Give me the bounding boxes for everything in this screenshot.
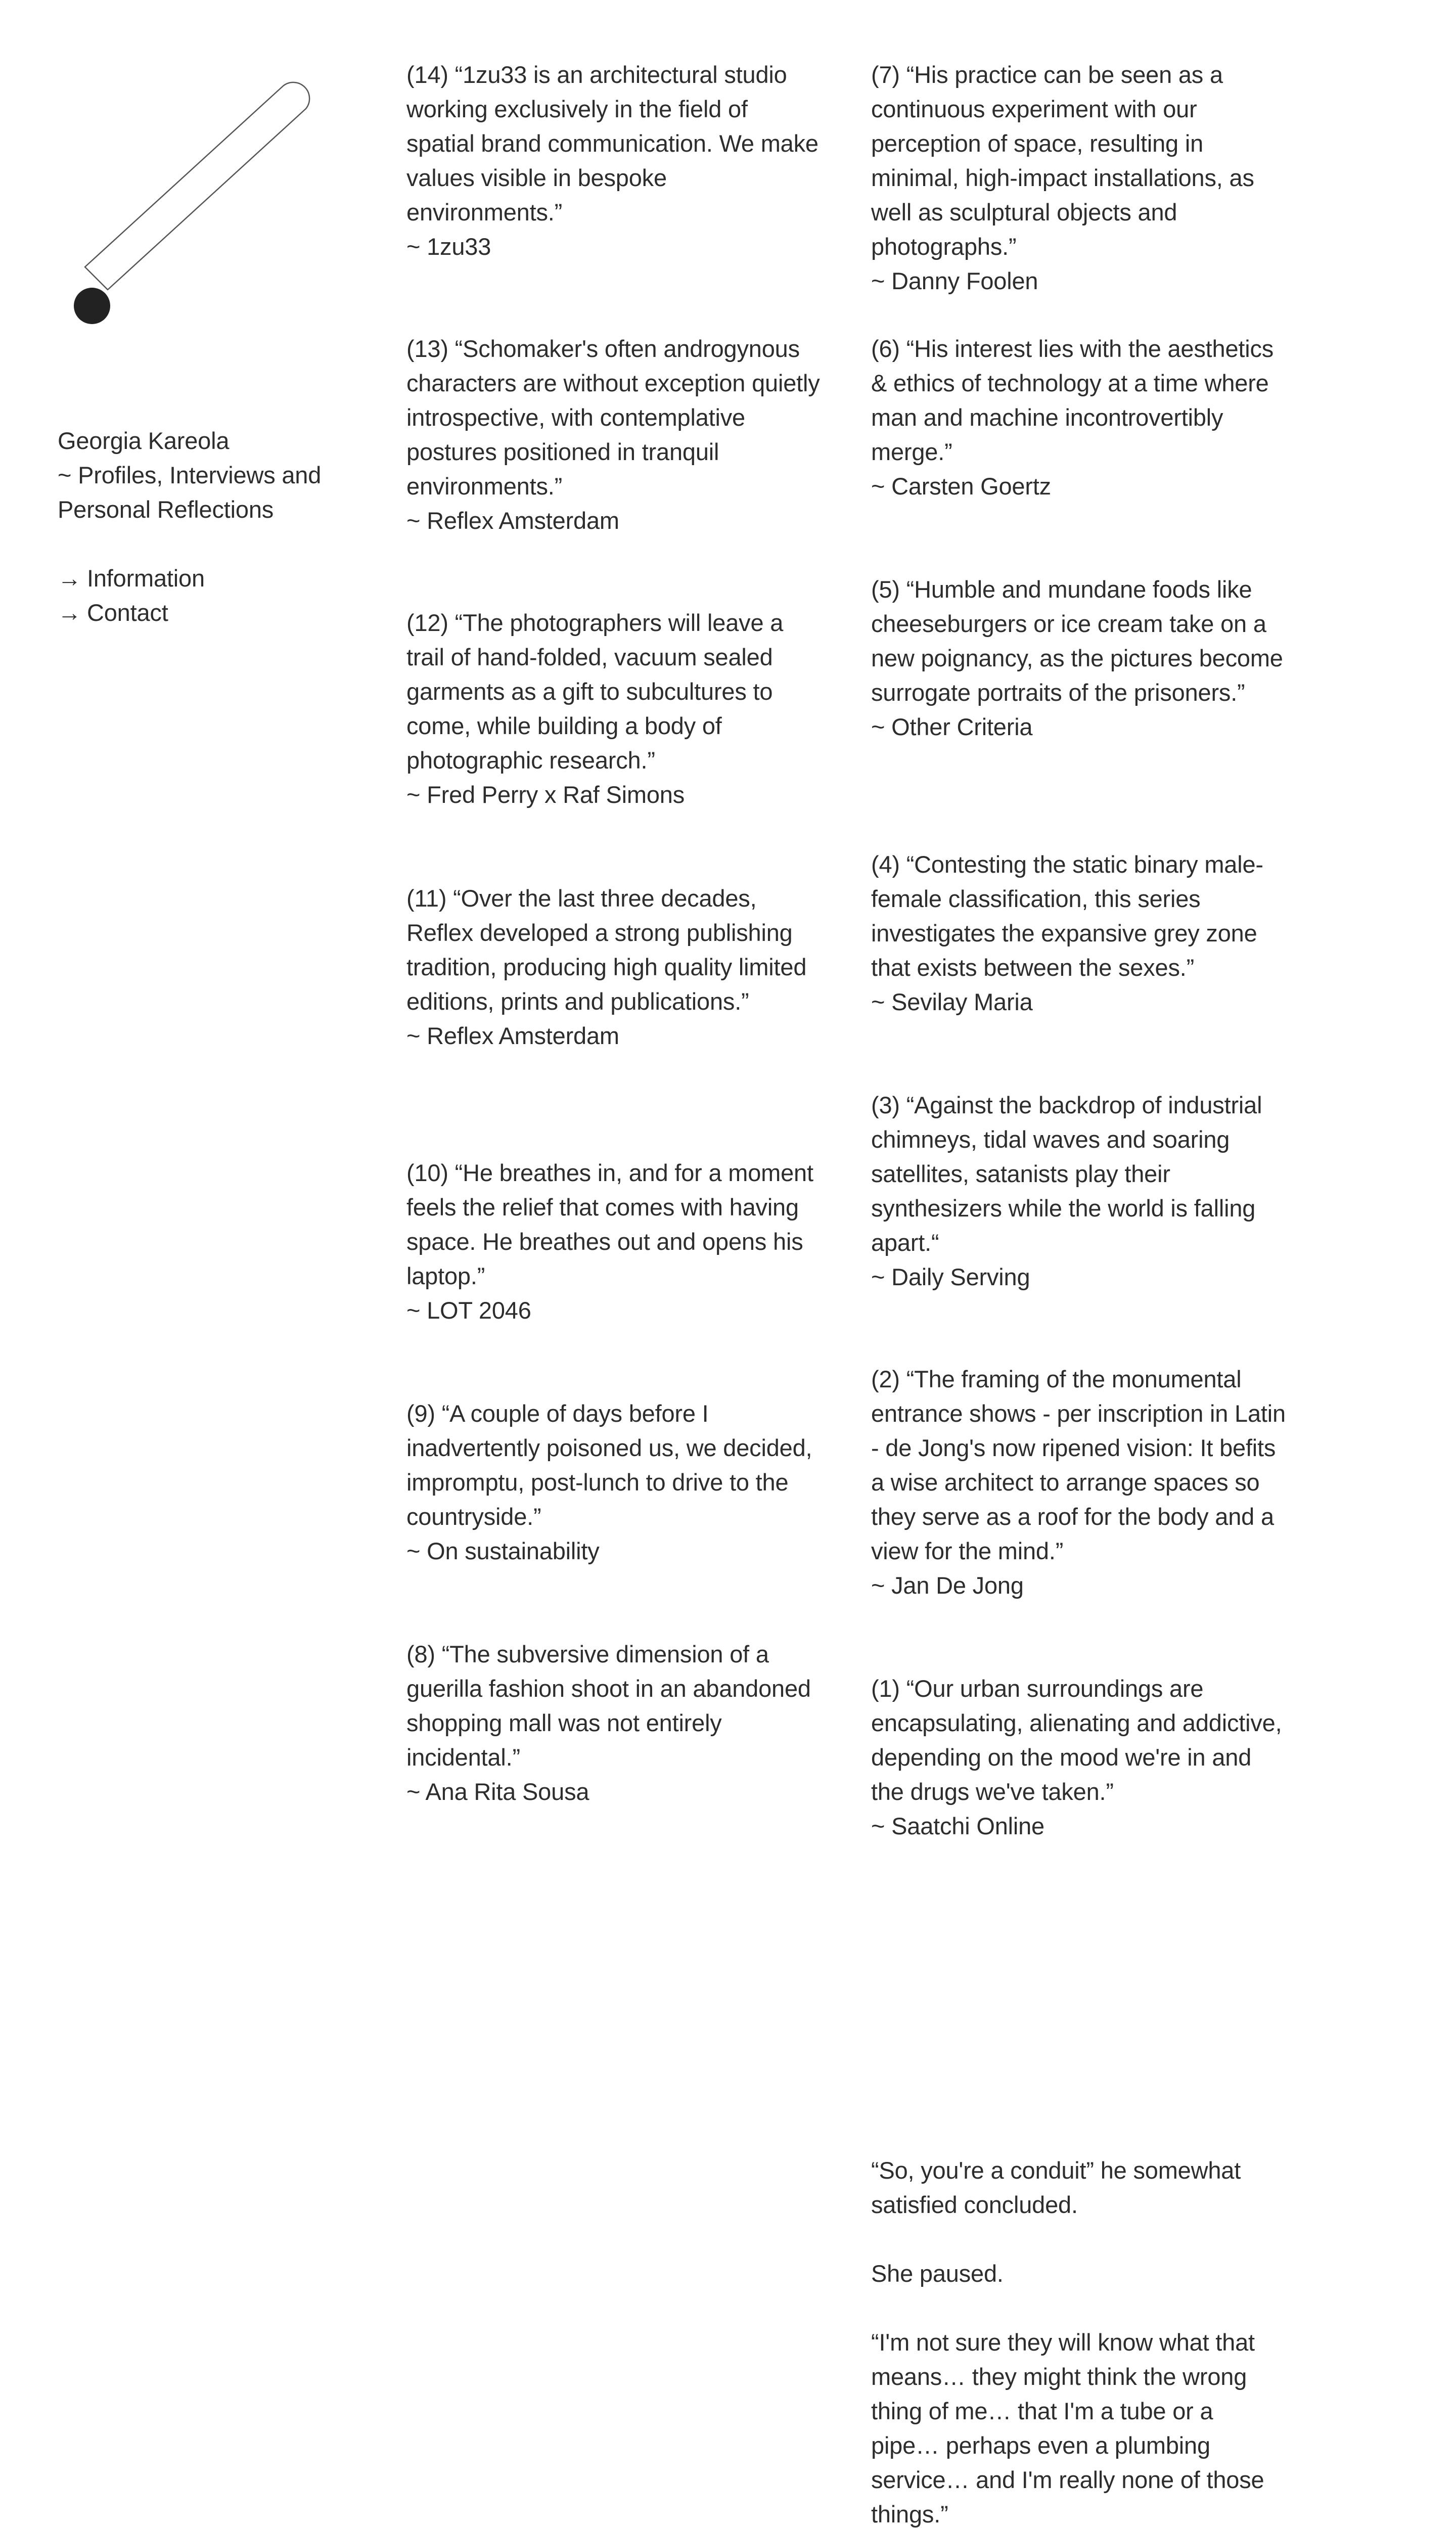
dialogue-paragraph: “I'm not sure they will know what that means… they might think the wrong thing of me… that I'm a tube or a pipe… perhaps even a plumbing service… and I'm really none of those things.” (871, 2329, 1264, 2527)
quote-source: ~ 1zu33 (406, 233, 491, 260)
quote-item-5[interactable] (871, 572, 1286, 744)
arrow-right-icon: → (58, 565, 81, 592)
arrow-right-icon: → (58, 599, 81, 626)
quote-source: ~ Fred Perry x Raf Simons (406, 781, 685, 808)
nav-link-label: Contact (87, 599, 168, 626)
quote-item-14[interactable] (406, 58, 821, 264)
quote-source: ~ Other Criteria (871, 713, 1033, 740)
quote-text: (13) “Schomaker's often androgynous characters are without exception quietly introspective, with contemplative postures positioned in tranquil environments.” (406, 335, 820, 500)
quote-text: (5) “Humble and mundane foods like cheeseburgers or ice cream take on a new poignancy, as the pictures become surrogate portraits of the prisoners.” (871, 576, 1283, 706)
quote-item-6[interactable] (871, 332, 1286, 504)
dialogue-paragraph: She paused. (871, 2260, 1004, 2287)
quote-text: (6) “His interest lies with the aesthetics & ethics of technology at a time where man and machine incontrovertibly merge.” (871, 335, 1274, 465)
nav-link-label: Information (87, 565, 205, 592)
quote-text: (2) “The framing of the monumental entrance shows - per inscription in Latin - de Jong's now ripened vision: It befits a wise architect to arrange spaces so they serve as a roof for the body and a view for the mind.” (871, 1366, 1286, 1564)
quote-source: ~ Danny Foolen (871, 267, 1038, 294)
quote-text: (11) “Over the last three decades, Reflex developed a strong publishing tradition, producing high quality limited editions, prints and publications.” (406, 885, 807, 1015)
main-navigation (58, 561, 371, 630)
quote-source: ~ Saatchi Online (871, 1813, 1044, 1839)
nav-link-information[interactable] (58, 561, 371, 596)
quote-item-2[interactable] (871, 1362, 1286, 1603)
quote-source: ~ Sevilay Maria (871, 988, 1033, 1015)
quote-text: (4) “Contesting the static binary male-female classification, this series investigates the expansive grey zone that exists between the sexes.” (871, 851, 1263, 981)
quote-item-3[interactable] (871, 1088, 1286, 1294)
quote-item-4[interactable] (871, 847, 1286, 1019)
tube-logo-icon (71, 73, 339, 331)
quote-source: ~ Daily Serving (871, 1263, 1030, 1290)
quote-item-10[interactable] (406, 1156, 821, 1328)
site-author-name[interactable]: Georgia Kareola (58, 427, 230, 454)
quote-text: (7) “His practice can be seen as a continuous experiment with our perception of space, resulting in minimal, high-impact installations, as well as sculptural objects and photographs.” (871, 61, 1254, 260)
quote-item-11[interactable] (406, 881, 821, 1053)
quote-item-7[interactable] (871, 58, 1286, 298)
quote-source: ~ Ana Rita Sousa (406, 1778, 589, 1805)
closing-dialogue (871, 2153, 1286, 2528)
quote-text: (14) “1zu33 is an architectural studio working exclusively in the field of spatial brand communication. We make values visible in bespoke environments.” (406, 61, 818, 225)
quote-text: (1) “Our urban surroundings are encapsulating, alienating and addictive, depending on the mood we're in and the drugs we've taken.” (871, 1675, 1282, 1805)
quote-text: (8) “The subversive dimension of a guerilla fashion shoot in an abandoned shopping mall was not entirely incidental.” (406, 1641, 811, 1771)
tube-end-dot (74, 288, 110, 324)
nav-link-contact[interactable] (58, 596, 371, 630)
dialogue-paragraph: “So, you're a conduit” he somewhat satisfied concluded. (871, 2157, 1241, 2218)
tube-outline (85, 82, 309, 290)
quote-source: ~ Reflex Amsterdam (406, 1022, 619, 1049)
site-tagline: ~ Profiles, Interviews and Personal Reflections (58, 462, 322, 523)
sidebar (58, 424, 371, 630)
quote-item-8[interactable] (406, 1637, 821, 1809)
quote-text: (9) “A couple of days before I inadvertently poisoned us, we decided, impromptu, post-lunch to drive to the countryside.” (406, 1400, 812, 1530)
quote-text: (3) “Against the backdrop of industrial chimneys, tidal waves and soaring satellites, satanists play their synthesizers while the world is falling apart.“ (871, 1092, 1262, 1256)
quote-source: ~ Reflex Amsterdam (406, 507, 619, 534)
tube-logo[interactable] (71, 73, 339, 331)
quote-item-12[interactable] (406, 606, 821, 812)
quote-source: ~ On sustainability (406, 1538, 600, 1564)
quote-source: ~ Jan De Jong (871, 1572, 1024, 1599)
quote-item-13[interactable] (406, 332, 821, 538)
quote-source: ~ Carsten Goertz (871, 473, 1051, 500)
quote-item-9[interactable] (406, 1396, 821, 1568)
quote-source: ~ LOT 2046 (406, 1297, 531, 1324)
quote-text: (12) “The photographers will leave a trail of hand-folded, vacuum sealed garments as a gift to subcultures to come, while building a body of photographic research.” (406, 609, 784, 774)
quote-item-1[interactable] (871, 1672, 1286, 1843)
quote-text: (10) “He breathes in, and for a moment feels the relief that comes with having space. He breathes out and opens his laptop.” (406, 1159, 813, 1289)
